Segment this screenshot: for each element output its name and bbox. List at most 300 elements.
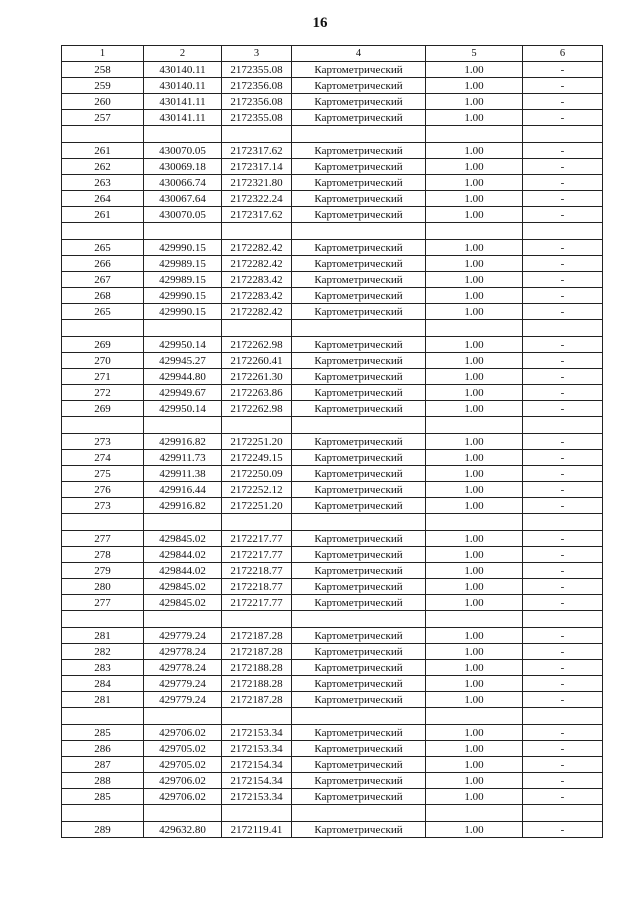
y-coordinate-cell: 2172251.20 (222, 434, 292, 450)
method-cell: Картометрический (292, 159, 426, 175)
point-number-cell: 269 (62, 401, 144, 417)
method-cell: Картометрический (292, 401, 426, 417)
method-cell: Картометрический (292, 353, 426, 369)
x-coordinate-cell: 429990.15 (144, 288, 222, 304)
description-cell: - (523, 466, 603, 482)
empty-cell (144, 514, 222, 531)
y-coordinate-cell: 2172355.08 (222, 110, 292, 126)
x-coordinate-cell: 429845.02 (144, 595, 222, 611)
x-coordinate-cell: 430070.05 (144, 143, 222, 159)
y-coordinate-cell: 2172187.28 (222, 628, 292, 644)
method-cell: Картометрический (292, 628, 426, 644)
x-coordinate-cell: 429990.15 (144, 304, 222, 320)
empty-cell (292, 417, 426, 434)
y-coordinate-cell: 2172187.28 (222, 644, 292, 660)
empty-cell (144, 320, 222, 337)
description-cell: - (523, 191, 603, 207)
x-coordinate-cell: 429779.24 (144, 628, 222, 644)
accuracy-cell: 1.00 (426, 110, 523, 126)
method-cell: Картометрический (292, 482, 426, 498)
x-coordinate-cell: 429950.14 (144, 401, 222, 417)
x-coordinate-cell: 429916.44 (144, 482, 222, 498)
point-number-cell: 281 (62, 692, 144, 708)
accuracy-cell: 1.00 (426, 337, 523, 353)
point-number-cell: 269 (62, 337, 144, 353)
description-cell: - (523, 272, 603, 288)
x-coordinate-cell: 429706.02 (144, 725, 222, 741)
point-number-cell: 280 (62, 579, 144, 595)
table-header-row (62, 46, 603, 62)
description-cell: - (523, 450, 603, 466)
method-cell: Картометрический (292, 498, 426, 514)
accuracy-cell: 1.00 (426, 240, 523, 256)
description-cell: - (523, 110, 603, 126)
point-number-cell: 276 (62, 482, 144, 498)
table-row (62, 62, 603, 78)
group-separator-row (62, 417, 603, 434)
point-number-cell: 267 (62, 272, 144, 288)
table-row (62, 304, 603, 320)
x-coordinate-cell: 430070.05 (144, 207, 222, 223)
accuracy-cell: 1.00 (426, 450, 523, 466)
description-cell: - (523, 644, 603, 660)
method-cell: Картометрический (292, 822, 426, 838)
table-row (62, 191, 603, 207)
description-cell: - (523, 304, 603, 320)
method-cell: Картометрический (292, 579, 426, 595)
method-cell: Картометрический (292, 385, 426, 401)
table-row (62, 143, 603, 159)
empty-cell (144, 611, 222, 628)
table-row (62, 207, 603, 223)
table-row (62, 288, 603, 304)
empty-cell (62, 611, 144, 628)
description-cell: - (523, 159, 603, 175)
method-cell: Картометрический (292, 256, 426, 272)
table-row (62, 628, 603, 644)
table-row (62, 78, 603, 94)
description-cell: - (523, 94, 603, 110)
table-row (62, 579, 603, 595)
point-number-cell: 277 (62, 531, 144, 547)
empty-cell (426, 708, 523, 725)
method-cell: Картометрический (292, 191, 426, 207)
point-number-cell: 287 (62, 757, 144, 773)
y-coordinate-cell: 2172217.77 (222, 531, 292, 547)
y-coordinate-cell: 2172282.42 (222, 256, 292, 272)
accuracy-cell: 1.00 (426, 175, 523, 191)
table-row (62, 757, 603, 773)
x-coordinate-cell: 429989.15 (144, 272, 222, 288)
description-cell: - (523, 789, 603, 805)
x-coordinate-cell: 430067.64 (144, 191, 222, 207)
point-number-cell: 263 (62, 175, 144, 191)
empty-cell (62, 417, 144, 434)
y-coordinate-cell: 2172153.34 (222, 741, 292, 757)
description-cell: - (523, 773, 603, 789)
method-cell: Картометрический (292, 304, 426, 320)
empty-cell (144, 805, 222, 822)
y-coordinate-cell: 2172188.28 (222, 676, 292, 692)
accuracy-cell: 1.00 (426, 498, 523, 514)
point-number-cell: 259 (62, 78, 144, 94)
point-number-cell: 258 (62, 62, 144, 78)
x-coordinate-cell: 429944.80 (144, 369, 222, 385)
method-cell: Картометрический (292, 240, 426, 256)
empty-cell (292, 611, 426, 628)
method-cell: Картометрический (292, 644, 426, 660)
point-number-cell: 281 (62, 628, 144, 644)
description-cell: - (523, 288, 603, 304)
y-coordinate-cell: 2172153.34 (222, 789, 292, 805)
point-number-cell: 271 (62, 369, 144, 385)
method-cell: Картометрический (292, 789, 426, 805)
table-row (62, 773, 603, 789)
group-separator-row (62, 223, 603, 240)
x-coordinate-cell: 429632.80 (144, 822, 222, 838)
point-number-cell: 268 (62, 288, 144, 304)
method-cell: Картометрический (292, 337, 426, 353)
x-coordinate-cell: 429845.02 (144, 531, 222, 547)
table-row (62, 725, 603, 741)
method-cell: Картометрический (292, 531, 426, 547)
table-row (62, 482, 603, 498)
empty-cell (62, 320, 144, 337)
y-coordinate-cell: 2172260.41 (222, 353, 292, 369)
empty-cell (426, 514, 523, 531)
column-header: 4 (292, 46, 426, 62)
description-cell: - (523, 62, 603, 78)
empty-cell (523, 223, 603, 240)
x-coordinate-cell: 429990.15 (144, 240, 222, 256)
point-number-cell: 275 (62, 466, 144, 482)
accuracy-cell: 1.00 (426, 353, 523, 369)
empty-cell (426, 223, 523, 240)
empty-cell (292, 708, 426, 725)
x-coordinate-cell: 429705.02 (144, 757, 222, 773)
table-row (62, 385, 603, 401)
method-cell: Картометрический (292, 741, 426, 757)
group-separator-row (62, 611, 603, 628)
point-number-cell: 272 (62, 385, 144, 401)
accuracy-cell: 1.00 (426, 434, 523, 450)
x-coordinate-cell: 429778.24 (144, 644, 222, 660)
x-coordinate-cell: 429706.02 (144, 789, 222, 805)
x-coordinate-cell: 429778.24 (144, 660, 222, 676)
empty-cell (222, 320, 292, 337)
table-row (62, 450, 603, 466)
x-coordinate-cell: 429706.02 (144, 773, 222, 789)
empty-cell (144, 708, 222, 725)
empty-cell (62, 514, 144, 531)
table-row (62, 256, 603, 272)
y-coordinate-cell: 2172217.77 (222, 595, 292, 611)
point-number-cell: 285 (62, 725, 144, 741)
table-row (62, 660, 603, 676)
accuracy-cell: 1.00 (426, 94, 523, 110)
empty-cell (292, 126, 426, 143)
x-coordinate-cell: 429950.14 (144, 337, 222, 353)
accuracy-cell: 1.00 (426, 595, 523, 611)
point-number-cell: 274 (62, 450, 144, 466)
point-number-cell: 282 (62, 644, 144, 660)
accuracy-cell: 1.00 (426, 369, 523, 385)
description-cell: - (523, 385, 603, 401)
accuracy-cell: 1.00 (426, 62, 523, 78)
description-cell: - (523, 822, 603, 838)
accuracy-cell: 1.00 (426, 207, 523, 223)
empty-cell (222, 708, 292, 725)
x-coordinate-cell: 429911.38 (144, 466, 222, 482)
y-coordinate-cell: 2172261.30 (222, 369, 292, 385)
y-coordinate-cell: 2172283.42 (222, 288, 292, 304)
empty-cell (144, 223, 222, 240)
empty-cell (523, 611, 603, 628)
point-number-cell: 264 (62, 191, 144, 207)
description-cell: - (523, 628, 603, 644)
accuracy-cell: 1.00 (426, 725, 523, 741)
empty-cell (292, 320, 426, 337)
accuracy-cell: 1.00 (426, 78, 523, 94)
method-cell: Картометрический (292, 62, 426, 78)
accuracy-cell: 1.00 (426, 741, 523, 757)
method-cell: Картометрический (292, 288, 426, 304)
accuracy-cell: 1.00 (426, 531, 523, 547)
y-coordinate-cell: 2172154.34 (222, 757, 292, 773)
column-header: 6 (523, 46, 603, 62)
empty-cell (523, 805, 603, 822)
empty-cell (523, 126, 603, 143)
table-row (62, 369, 603, 385)
y-coordinate-cell: 2172187.28 (222, 692, 292, 708)
method-cell: Картометрический (292, 369, 426, 385)
description-cell: - (523, 563, 603, 579)
point-number-cell: 260 (62, 94, 144, 110)
description-cell: - (523, 353, 603, 369)
point-number-cell: 283 (62, 660, 144, 676)
x-coordinate-cell: 430141.11 (144, 94, 222, 110)
accuracy-cell: 1.00 (426, 466, 523, 482)
table-row (62, 644, 603, 660)
accuracy-cell: 1.00 (426, 660, 523, 676)
table-row (62, 434, 603, 450)
accuracy-cell: 1.00 (426, 547, 523, 563)
y-coordinate-cell: 2172317.14 (222, 159, 292, 175)
description-cell: - (523, 660, 603, 676)
empty-cell (426, 126, 523, 143)
point-number-cell: 262 (62, 159, 144, 175)
empty-cell (222, 805, 292, 822)
description-cell: - (523, 240, 603, 256)
y-coordinate-cell: 2172322.24 (222, 191, 292, 207)
y-coordinate-cell: 2172321.80 (222, 175, 292, 191)
description-cell: - (523, 676, 603, 692)
method-cell: Картометрический (292, 466, 426, 482)
accuracy-cell: 1.00 (426, 191, 523, 207)
accuracy-cell: 1.00 (426, 288, 523, 304)
description-cell: - (523, 595, 603, 611)
column-header: 3 (222, 46, 292, 62)
empty-cell (426, 320, 523, 337)
description-cell: - (523, 482, 603, 498)
accuracy-cell: 1.00 (426, 256, 523, 272)
method-cell: Картометрический (292, 78, 426, 94)
point-number-cell: 289 (62, 822, 144, 838)
table-row (62, 595, 603, 611)
accuracy-cell: 1.00 (426, 385, 523, 401)
x-coordinate-cell: 429949.67 (144, 385, 222, 401)
point-number-cell: 266 (62, 256, 144, 272)
y-coordinate-cell: 2172218.77 (222, 563, 292, 579)
accuracy-cell: 1.00 (426, 789, 523, 805)
accuracy-cell: 1.00 (426, 401, 523, 417)
description-cell: - (523, 434, 603, 450)
table-body (62, 46, 603, 838)
x-coordinate-cell: 429779.24 (144, 692, 222, 708)
method-cell: Картометрический (292, 757, 426, 773)
page-number: 16 (312, 15, 328, 31)
description-cell: - (523, 692, 603, 708)
empty-cell (426, 611, 523, 628)
accuracy-cell: 1.00 (426, 822, 523, 838)
method-cell: Картометрический (292, 692, 426, 708)
y-coordinate-cell: 2172356.08 (222, 78, 292, 94)
accuracy-cell: 1.00 (426, 563, 523, 579)
point-number-cell: 261 (62, 207, 144, 223)
x-coordinate-cell: 429911.73 (144, 450, 222, 466)
description-cell: - (523, 78, 603, 94)
table-row (62, 110, 603, 126)
y-coordinate-cell: 2172252.12 (222, 482, 292, 498)
method-cell: Картометрический (292, 450, 426, 466)
x-coordinate-cell: 429705.02 (144, 741, 222, 757)
method-cell: Картометрический (292, 676, 426, 692)
point-number-cell: 270 (62, 353, 144, 369)
column-header: 2 (144, 46, 222, 62)
table-row (62, 175, 603, 191)
empty-cell (62, 223, 144, 240)
coordinates-table (61, 45, 603, 838)
table-row (62, 466, 603, 482)
accuracy-cell: 1.00 (426, 159, 523, 175)
empty-cell (222, 611, 292, 628)
y-coordinate-cell: 2172282.42 (222, 304, 292, 320)
y-coordinate-cell: 2172317.62 (222, 207, 292, 223)
y-coordinate-cell: 2172153.34 (222, 725, 292, 741)
empty-cell (426, 805, 523, 822)
accuracy-cell: 1.00 (426, 143, 523, 159)
point-number-cell: 273 (62, 498, 144, 514)
y-coordinate-cell: 2172355.08 (222, 62, 292, 78)
method-cell: Картометрический (292, 725, 426, 741)
method-cell: Картометрический (292, 143, 426, 159)
point-number-cell: 265 (62, 240, 144, 256)
accuracy-cell: 1.00 (426, 482, 523, 498)
point-number-cell: 265 (62, 304, 144, 320)
description-cell: - (523, 143, 603, 159)
point-number-cell: 273 (62, 434, 144, 450)
y-coordinate-cell: 2172262.98 (222, 401, 292, 417)
description-cell: - (523, 531, 603, 547)
description-cell: - (523, 401, 603, 417)
accuracy-cell: 1.00 (426, 676, 523, 692)
empty-cell (292, 514, 426, 531)
accuracy-cell: 1.00 (426, 304, 523, 320)
y-coordinate-cell: 2172218.77 (222, 579, 292, 595)
description-cell: - (523, 369, 603, 385)
empty-cell (523, 417, 603, 434)
y-coordinate-cell: 2172154.34 (222, 773, 292, 789)
table-row (62, 822, 603, 838)
empty-cell (426, 417, 523, 434)
x-coordinate-cell: 430066.74 (144, 175, 222, 191)
y-coordinate-cell: 2172262.98 (222, 337, 292, 353)
y-coordinate-cell: 2172217.77 (222, 547, 292, 563)
x-coordinate-cell: 429844.02 (144, 547, 222, 563)
accuracy-cell: 1.00 (426, 579, 523, 595)
x-coordinate-cell: 429916.82 (144, 498, 222, 514)
point-number-cell: 278 (62, 547, 144, 563)
y-coordinate-cell: 2172119.41 (222, 822, 292, 838)
point-number-cell: 279 (62, 563, 144, 579)
method-cell: Картометрический (292, 547, 426, 563)
group-separator-row (62, 514, 603, 531)
point-number-cell: 257 (62, 110, 144, 126)
table-row (62, 272, 603, 288)
group-separator-row (62, 126, 603, 143)
x-coordinate-cell: 430140.11 (144, 62, 222, 78)
description-cell: - (523, 741, 603, 757)
method-cell: Картометрический (292, 563, 426, 579)
point-number-cell: 285 (62, 789, 144, 805)
x-coordinate-cell: 430141.11 (144, 110, 222, 126)
description-cell: - (523, 579, 603, 595)
table-row (62, 240, 603, 256)
y-coordinate-cell: 2172317.62 (222, 143, 292, 159)
accuracy-cell: 1.00 (426, 628, 523, 644)
y-coordinate-cell: 2172188.28 (222, 660, 292, 676)
table-row (62, 676, 603, 692)
x-coordinate-cell: 429989.15 (144, 256, 222, 272)
accuracy-cell: 1.00 (426, 692, 523, 708)
empty-cell (144, 126, 222, 143)
empty-cell (523, 514, 603, 531)
table-row (62, 159, 603, 175)
empty-cell (222, 223, 292, 240)
empty-cell (523, 708, 603, 725)
point-number-cell: 284 (62, 676, 144, 692)
description-cell: - (523, 256, 603, 272)
empty-cell (292, 805, 426, 822)
x-coordinate-cell: 430140.11 (144, 78, 222, 94)
table-row (62, 692, 603, 708)
method-cell: Картометрический (292, 773, 426, 789)
y-coordinate-cell: 2172249.15 (222, 450, 292, 466)
x-coordinate-cell: 429916.82 (144, 434, 222, 450)
y-coordinate-cell: 2172282.42 (222, 240, 292, 256)
table-row (62, 337, 603, 353)
table-row (62, 498, 603, 514)
x-coordinate-cell: 429779.24 (144, 676, 222, 692)
method-cell: Картометрический (292, 272, 426, 288)
method-cell: Картометрический (292, 110, 426, 126)
description-cell: - (523, 547, 603, 563)
empty-cell (523, 320, 603, 337)
description-cell: - (523, 498, 603, 514)
description-cell: - (523, 175, 603, 191)
group-separator-row (62, 320, 603, 337)
accuracy-cell: 1.00 (426, 272, 523, 288)
